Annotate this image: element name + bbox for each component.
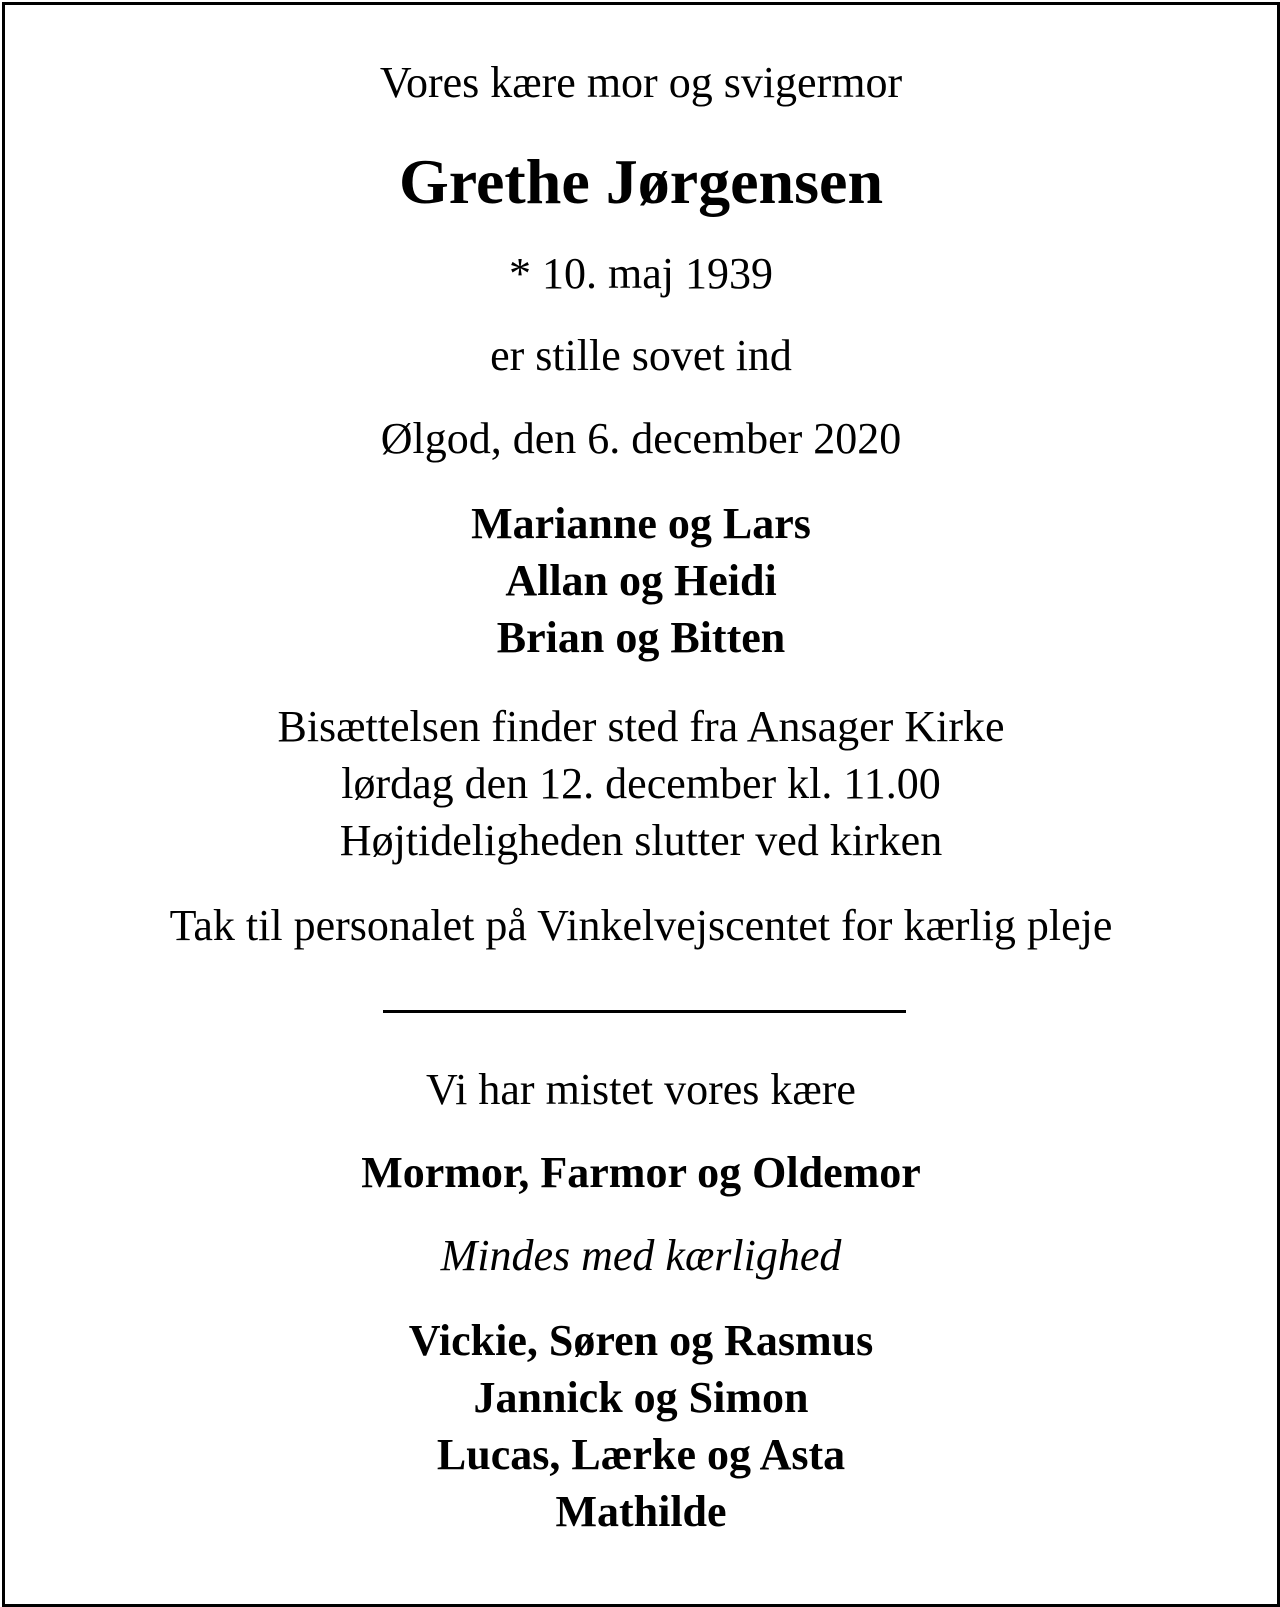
remembrance-text: Mindes med kærlighed <box>440 1231 842 1280</box>
thanks-text: Tak til personalet på Vinkelvejscentet for kærlig pleje <box>169 901 1113 950</box>
place-date: Ølgod, den 6. december 2020 <box>380 414 902 463</box>
grandchildren-line: Jannick og Simon <box>473 1373 809 1422</box>
family-line: Marianne og Lars <box>471 499 811 548</box>
funeral-line: lørdag den 12. december kl. 11.00 <box>341 759 941 808</box>
grandchildren-line: Vickie, Søren og Rasmus <box>408 1316 874 1365</box>
divider <box>383 1010 906 1013</box>
grandchildren-line: Mathilde <box>555 1487 727 1536</box>
funeral-line: Bisættelsen finder sted fra Ansager Kirke <box>277 702 1005 751</box>
passed-phrase: er stille sovet ind <box>490 331 792 380</box>
family-line: Brian og Bitten <box>496 613 786 662</box>
deceased-name: Grethe Jørgensen <box>398 146 884 217</box>
obituary-notice <box>2 2 1280 1607</box>
second-intro: Vi har mistet vores kære <box>426 1065 856 1114</box>
birth-date: * 10. maj 1939 <box>509 249 773 298</box>
relation-title: Mormor, Farmor og Oldemor <box>361 1148 921 1197</box>
grandchildren-line: Lucas, Lærke og Asta <box>436 1430 846 1479</box>
family-line: Allan og Heidi <box>505 556 777 605</box>
funeral-line: Højtideligheden slutter ved kirken <box>339 816 943 865</box>
intro-text: Vores kære mor og svigermor <box>379 58 903 107</box>
